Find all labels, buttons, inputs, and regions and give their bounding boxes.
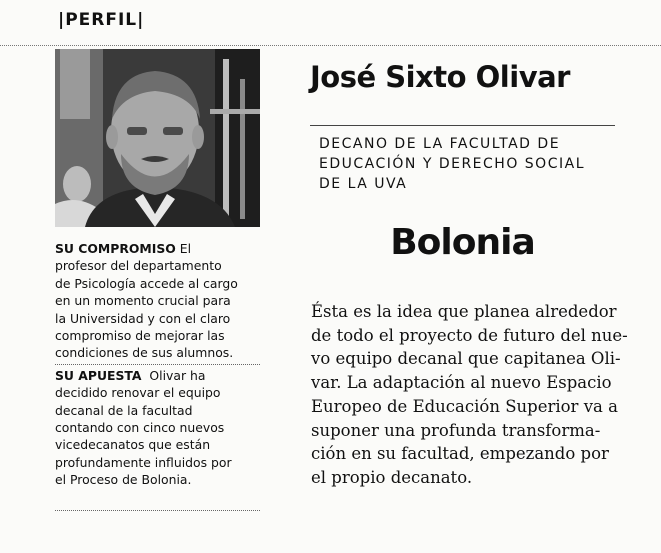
body-line: Ésta es la idea que planea alrededor (311, 302, 617, 321)
role-line: DE LA UVA (319, 176, 408, 192)
apuesta-line: vicedecanatos que están (55, 437, 211, 453)
body-line: vo equipo decanal que capitanea Oli- (311, 349, 621, 369)
compromiso-line: profesor del departamento (55, 258, 222, 274)
compromiso-line: la Universidad y con el claro (55, 310, 231, 326)
body-line: Europeo de Educación Superior va a (311, 396, 618, 416)
sidebar (55, 240, 260, 489)
apuesta-line: contando con cinco nuevos (55, 420, 225, 436)
headline: Bolonia (390, 222, 535, 263)
compromiso-line: condiciones de sus alumnos. (55, 345, 234, 361)
compromiso-line: en un momento crucial para (55, 293, 231, 309)
role-line: DECANO DE LA FACULTAD DE (319, 136, 561, 152)
compromiso-label: SU COMPROMISO (55, 241, 176, 256)
apuesta-line: profundamente influidos por (55, 454, 232, 470)
apuesta-first-line (55, 367, 260, 384)
apuesta-line: decanal de la facultad (55, 402, 193, 418)
body-line: var. La adaptación al nuevo Espacio (311, 373, 612, 393)
person-name: José Sixto Olivar (310, 60, 570, 94)
portrait-photo (55, 49, 260, 227)
role-line: EDUCACIÓN Y DERECHO SOCIAL (319, 156, 585, 172)
portrait-illustration (55, 49, 260, 227)
apuesta-first-text: Olivar ha (141, 367, 206, 383)
sidebar-divider (55, 364, 260, 365)
body-line: suponer una profunda transforma- (311, 420, 601, 440)
compromiso-line: de Psicología accede al cargo (55, 275, 238, 291)
apuesta-line: decidido renovar el equipo (55, 385, 221, 401)
article-body (311, 300, 628, 490)
apuesta-label: SU APUESTA (55, 367, 142, 383)
top-divider (0, 45, 661, 46)
compromiso-line: compromiso de mejorar las (55, 328, 225, 344)
body-line: de todo el proyecto de futuro del nue- (311, 325, 628, 345)
body-line: el propio decanato. (311, 467, 473, 487)
apuesta-line: el Proceso de Bolonia. (55, 472, 192, 488)
section-tag: |PERFIL| (58, 10, 145, 30)
person-role (319, 134, 609, 194)
name-divider (310, 125, 615, 126)
compromiso-first-line (55, 240, 260, 257)
body-line: ción en su facultad, empezando por (311, 444, 609, 464)
bottom-divider (55, 510, 260, 511)
compromiso-first-text: El (175, 241, 192, 256)
